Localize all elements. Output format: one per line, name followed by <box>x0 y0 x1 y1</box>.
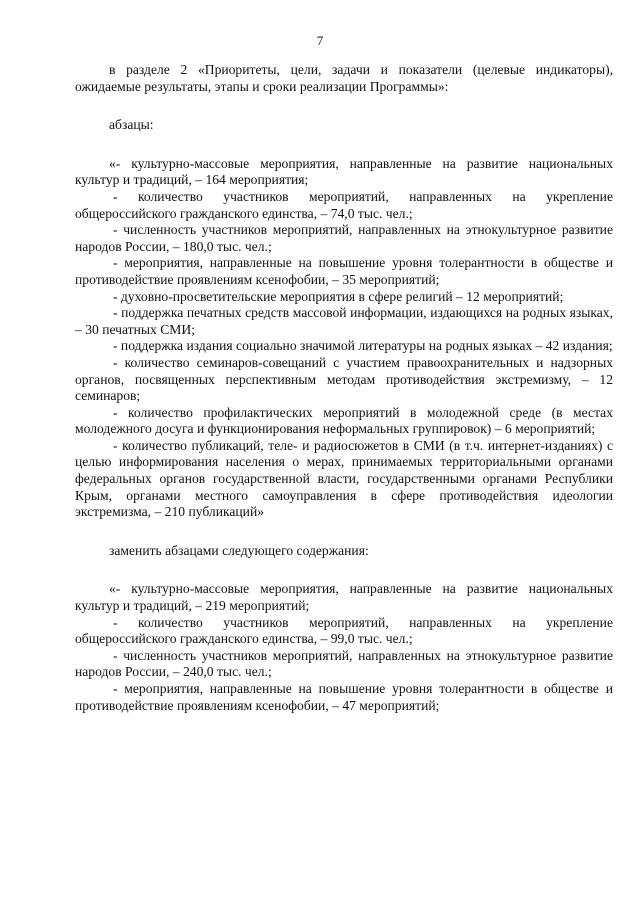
paragraphs-label: абзацы: <box>109 117 154 133</box>
new-item: - численность участников мероприятий, направленных на этнокультурное развитие народов России, – 240,0 тыс. чел.; <box>75 647 613 680</box>
old-item: - количество профилактических мероприятий в молодежной среде (в местах молодежного досуга и функционирования неформальных группировок) – 6 мероприятий; <box>75 404 613 437</box>
old-item: - количество участников мероприятий, направленных на укрепление общероссийского гражданского единства, – 74,0 тыс. чел.; <box>75 188 613 221</box>
old-item: - поддержка издания социально значимой литературы на родных языках – 42 издания; <box>113 338 613 354</box>
document-body <box>75 62 613 714</box>
new-item: «- культурно-массовые мероприятия, направленные на развитие национальных культур и традиций, – 219 мероприятий; <box>75 581 613 614</box>
old-item: - количество публикаций, теле- и радиосюжетов в СМИ (в т.ч. интернет-изданиях) с целью информирования населения о мерах, принимаемых территориальными органами федеральных органов государственной власти, государственными органами Республики Крым, органами местного самоуправления в сфере противодействия идеологии экстремизма, – 210 публикаций» <box>75 437 613 520</box>
old-item: - численность участников мероприятий, направленных на этнокультурное развитие народов России, – 180,0 тыс. чел.; <box>75 222 613 254</box>
new-items-list <box>75 581 613 714</box>
old-item: - духовно-просветительские мероприятия в сфере религий – 12 мероприятий; <box>113 288 564 304</box>
section-intro: в разделе 2 «Приоритеты, цели, задачи и показатели (целевые индикаторы), ожидаемые результаты, этапы и сроки реализации Программы»: <box>75 62 613 94</box>
page-number: 7 <box>316 33 324 48</box>
new-item: - мероприятия, направленные на повышение уровня толерантности в обществе и противодействие проявлениям ксенофобии, – 47 мероприятий; <box>75 681 613 713</box>
old-item: «- культурно-массовые мероприятия, направленные на развитие национальных культур и традиций, – 164 мероприятия; <box>75 155 613 188</box>
old-items-list <box>75 156 613 521</box>
old-item: - поддержка печатных средств массовой информации, издающихся на родных языках, – 30 печатных СМИ; <box>75 305 613 337</box>
new-item: - количество участников мероприятий, направленных на укрепление общероссийского гражданского единства, – 99,0 тыс. чел.; <box>75 614 613 647</box>
old-item: - мероприятия, направленные на повышение уровня толерантности в обществе и противодействие проявлениям ксенофобии, – 35 мероприятий; <box>75 255 613 287</box>
old-item: - количество семинаров-совещаний с участием правоохранительных и надзорных органов, посвященных перспективным методам противодействия экстремизму, – 12 семинаров; <box>75 354 613 404</box>
replace-label: заменить абзацами следующего содержания: <box>109 542 369 558</box>
